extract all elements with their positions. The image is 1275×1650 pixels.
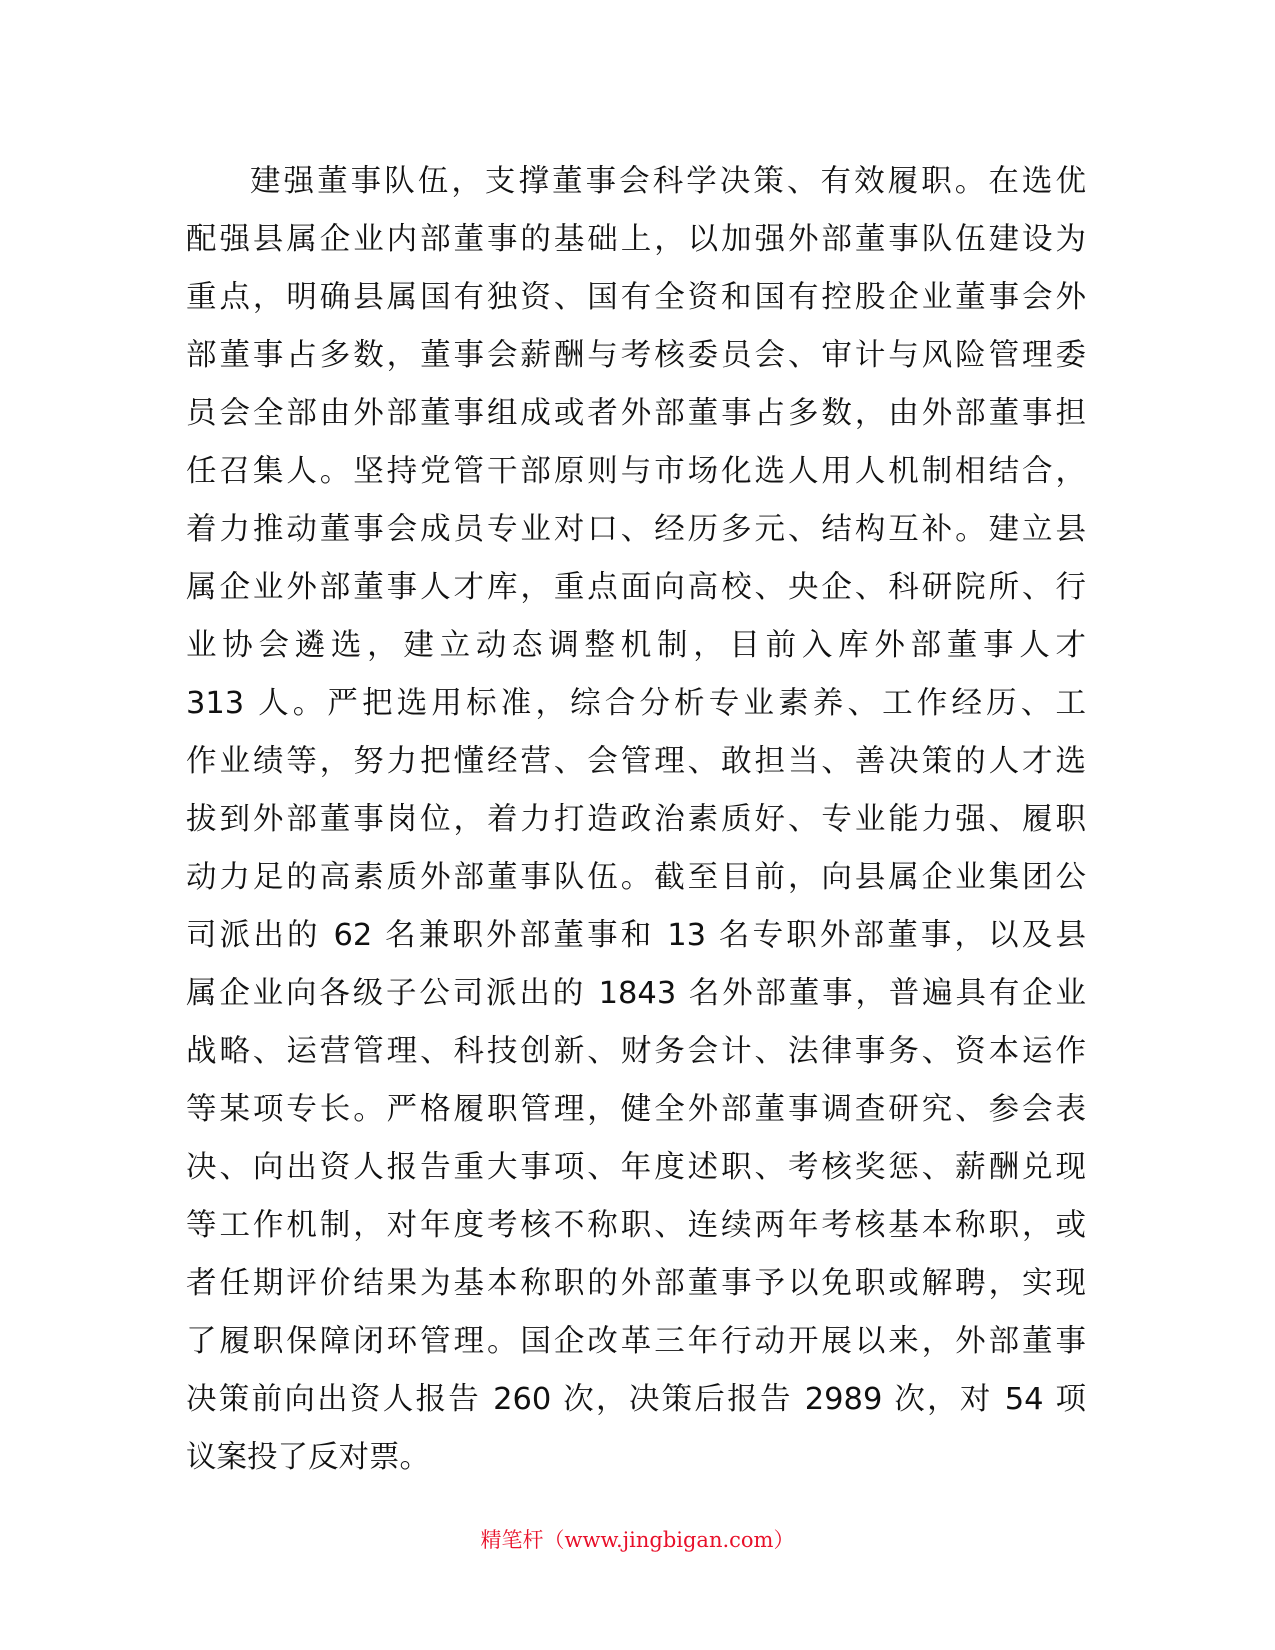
paragraph-line: 部董事占多数，董事会薪酬与考核委员会、审计与风险管理委 <box>186 338 1086 373</box>
paragraph-line: 重点，明确县属国有独资、国有全资和国有控股企业董事会外 <box>186 280 1086 315</box>
paragraph-line: 属企业外部董事人才库，重点面向高校、央企、科研院所、行 <box>186 570 1086 605</box>
paragraph-line: 战略、运营管理、科技创新、财务会计、法律事务、资本运作 <box>186 1034 1086 1069</box>
paragraph-line: 建强董事队伍，支撑董事会科学决策、有效履职。在选优 <box>250 164 1086 199</box>
paragraph-line: 动力足的高素质外部董事队伍。截至目前，向县属企业集团公 <box>186 860 1086 895</box>
footer-watermark: 精笔杆（www.jingbigan.com） <box>480 1528 795 1552</box>
paragraph-line: 作业绩等，努力把懂经营、会管理、敢担当、善决策的人才选 <box>186 744 1086 779</box>
paragraph-line: 者任期评价结果为基本称职的外部董事予以免职或解聘，实现 <box>186 1266 1086 1301</box>
paragraph-line: 业协会遴选，建立动态调整机制，目前入库外部董事人才 <box>186 628 1086 663</box>
paragraph-line: 司派出的 62 名兼职外部董事和 13 名专职外部董事，以及县 <box>186 918 1086 953</box>
paragraph-line: 决策前向出资人报告 260 次，决策后报告 2989 次，对 54 项 <box>186 1382 1086 1417</box>
paragraph-line: 属企业向各级子公司派出的 1843 名外部董事，普遍具有企业 <box>186 976 1086 1011</box>
paragraph-line: 决、向出资人报告重大事项、年度述职、考核奖惩、薪酬兑现 <box>186 1150 1086 1185</box>
body-paragraph <box>186 153 1086 1487</box>
paragraph-line: 着力推动董事会成员专业对口、经历多元、结构互补。建立县 <box>186 512 1086 547</box>
paragraph-line: 了履职保障闭环管理。国企改革三年行动开展以来，外部董事 <box>186 1324 1086 1359</box>
paragraph-line: 等某项专长。严格履职管理，健全外部董事调查研究、参会表 <box>186 1092 1086 1127</box>
paragraph-line: 议案投了反对票。 <box>186 1440 430 1475</box>
paragraph-line: 配强县属企业内部董事的基础上，以加强外部董事队伍建设为 <box>186 222 1086 257</box>
paragraph-line: 拔到外部董事岗位，着力打造政治素质好、专业能力强、履职 <box>186 802 1086 837</box>
paragraph-line: 员会全部由外部董事组成或者外部董事占多数，由外部董事担 <box>186 396 1086 431</box>
paragraph-line: 任召集人。坚持党管干部原则与市场化选人用人机制相结合， <box>186 454 1086 489</box>
paragraph-line: 313 人。严把选用标准，综合分析专业素养、工作经历、工 <box>186 686 1086 721</box>
paragraph-line: 等工作机制，对年度考核不称职、连续两年考核基本称职，或 <box>186 1208 1086 1243</box>
